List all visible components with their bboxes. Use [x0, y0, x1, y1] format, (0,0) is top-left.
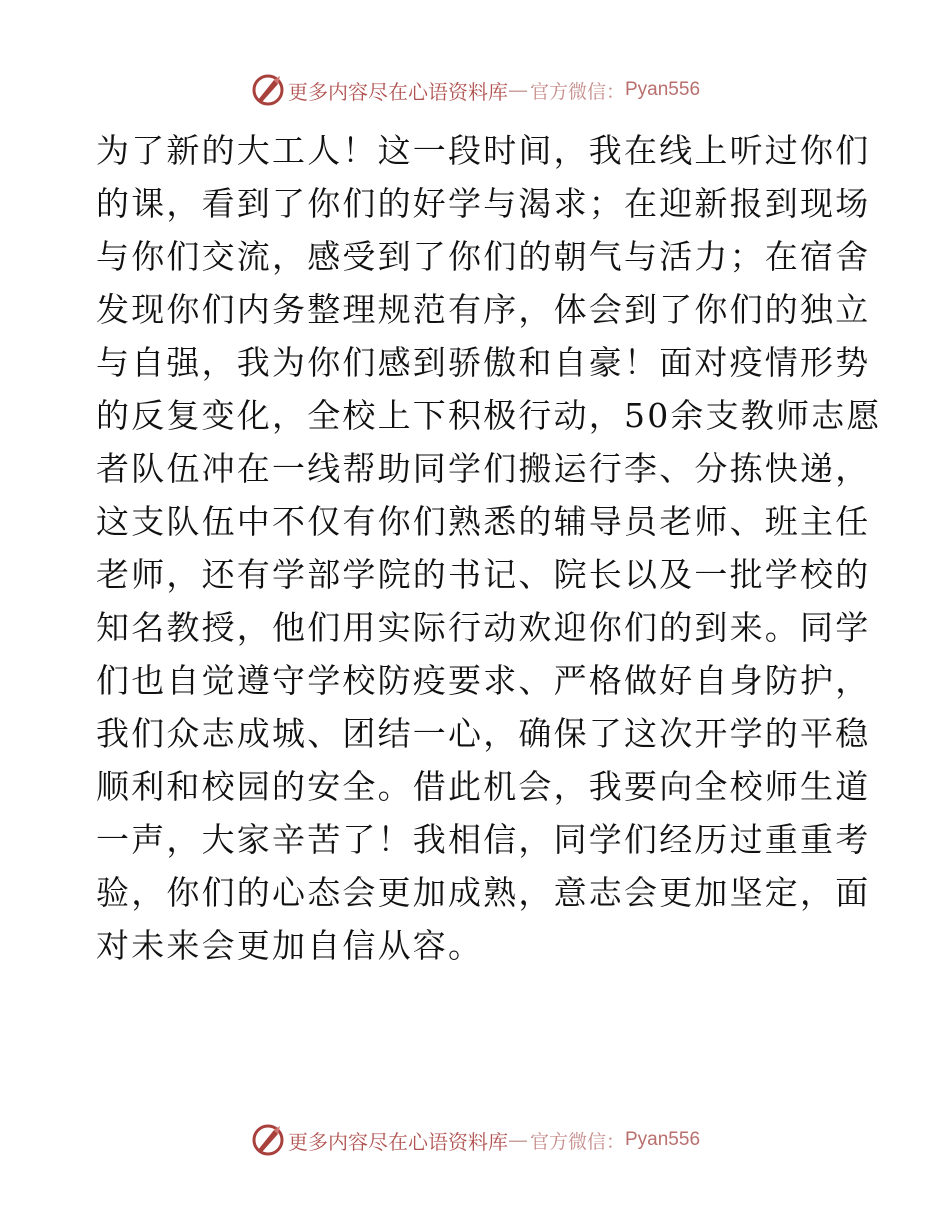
header-banner-text: 更多内容尽在心语资料库	[287, 79, 508, 104]
footer-banner	[0, 1120, 950, 1160]
body-line: 这支队伍中不仅有你们熟悉的辅导员老师、班主任	[96, 502, 871, 541]
body-line: 验，你们的心态会更加成熟，意志会更加坚定，面	[96, 873, 871, 912]
body-line: 我们众志成城、团结一心，确保了这次开学的平稳	[96, 714, 871, 753]
body-line: 们也自觉遵守学校防疫要求、严格做好自身防护，	[96, 661, 871, 700]
header-wechat-id: Pyan556	[625, 79, 701, 100]
header-wechat-label: 官方微信：	[529, 80, 625, 103]
body-line: 发现你们内务整理规范有序，体会到了你们的独立	[96, 290, 871, 329]
header-banner-dash: —	[507, 78, 528, 102]
footer-wechat-id: Pyan556	[625, 1129, 701, 1150]
body-line: 与你们交流，感受到了你们的朝气与活力；在宿舍	[96, 237, 871, 276]
quill-logo-icon	[250, 1122, 286, 1158]
body-line: 者队伍冲在一线帮助同学们搬运行李、分拣快递，	[96, 449, 871, 488]
quill-logo-icon	[250, 72, 286, 108]
footer-wechat-label: 官方微信：	[529, 1130, 625, 1153]
body-line: 对未来会更加自信从容。	[96, 926, 484, 965]
footer-banner-text: 更多内容尽在心语资料库	[287, 1129, 508, 1154]
footer-banner-dash: —	[507, 1128, 528, 1152]
body-line: 的反复变化，全校上下积极行动，50余支教师志愿	[96, 396, 882, 435]
body-line: 老师，还有学部学院的书记、院长以及一批学校的	[96, 555, 871, 594]
header-banner	[0, 70, 950, 110]
body-line: 一声，大家辛苦了！我相信，同学们经历过重重考	[96, 820, 871, 859]
body-line: 顺利和校园的安全。借此机会，我要向全校师生道	[96, 767, 871, 806]
body-text	[96, 124, 882, 972]
body-line: 为了新的大工人！这一段时间，我在线上听过你们	[96, 131, 871, 170]
body-line: 与自强，我为你们感到骄傲和自豪！面对疫情形势	[96, 343, 871, 382]
body-line: 知名教授，他们用实际行动欢迎你们的到来。同学	[96, 608, 871, 647]
body-line: 的课，看到了你们的好学与渴求；在迎新报到现场	[96, 184, 871, 223]
